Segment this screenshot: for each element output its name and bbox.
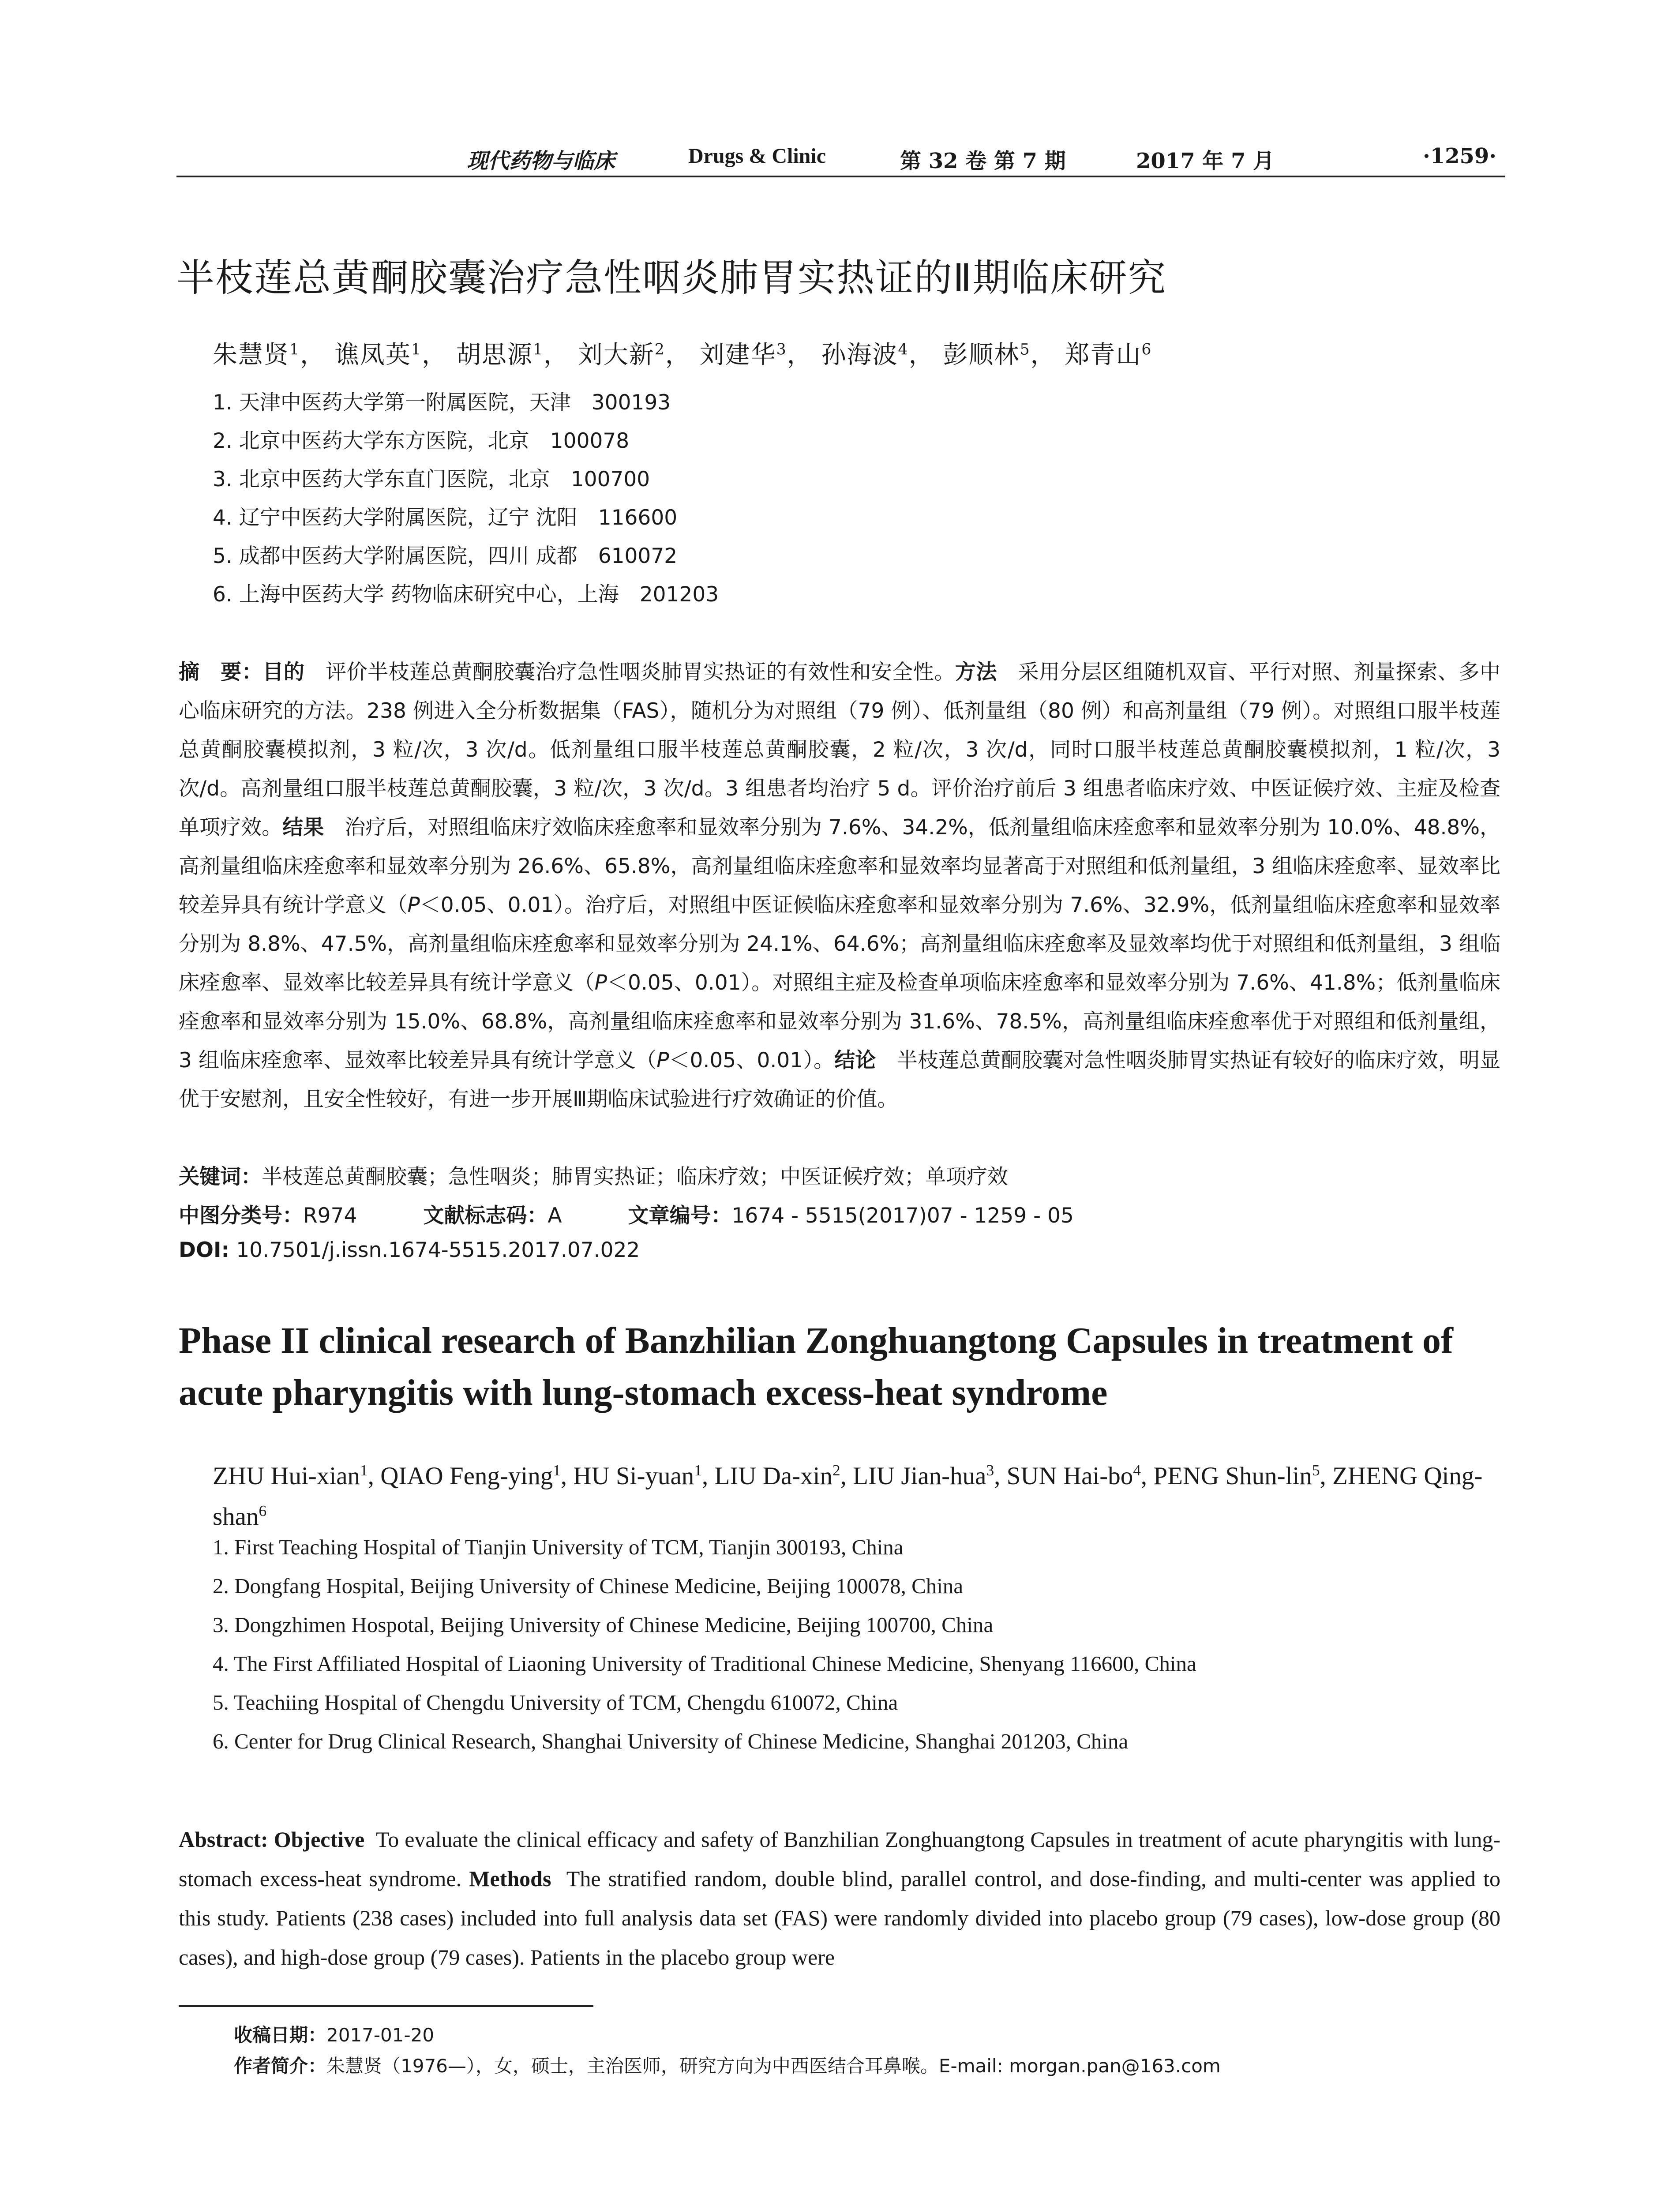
author-name: 刘建华 xyxy=(699,341,776,369)
author-affiliation-mark: 2 xyxy=(832,1462,840,1479)
author-list-en xyxy=(213,1456,1505,1537)
journal-name-cn: 现代药物与临床 xyxy=(467,149,615,173)
author-bio-label: 作者简介： xyxy=(234,2055,327,2077)
author-name: SUN Hai-bo xyxy=(1006,1462,1133,1490)
author-name: 刘大新 xyxy=(578,341,655,369)
author-bio-note xyxy=(234,2052,1221,2078)
results-text: ＜0.05、0.01）。对照组主症及检查单项临床痊愈率和显效率分别为 7.6%、41.8%；低剂量临床痊愈率和显效率分别为 15.0%、68.8%，高剂量组临床痊愈率和显效率分别为 31.6%、78.5%，高剂量组临床痊愈率优于对照组和低剂量组，3 组临床痊愈率、显效率比较差异具有统计学意义（ xyxy=(179,971,1501,1073)
keywords-cn xyxy=(179,1160,1008,1190)
author-name: PENG Shun-lin xyxy=(1153,1462,1312,1490)
doi-label: DOI: xyxy=(179,1238,230,1262)
clc-label: 中图分类号： xyxy=(179,1204,303,1228)
affiliation-en-1: 1. First Teaching Hospital of Tianjin University of TCM, Tianjin 300193, China xyxy=(213,1535,904,1559)
author-name: 彭顺林 xyxy=(943,341,1020,369)
methods-text: 采用分层区组随机双盲、平行对照、剂量探索、多中心临床研究的方法。238 例进入全分析数据集（FAS），随机分为对照组（79 例）、低剂量组（80 例）和高剂量组（79 例）。对照组口服半枝莲总黄酮胶囊模拟剂，3 粒/次，3 次/d。低剂量组口服半枝莲总黄酮胶囊，2 粒/次，3 次/d，同时口服半枝莲总黄酮胶囊模拟剂，1 粒/次，3 次/d。高剂量组口服半枝莲总黄酮胶囊，3 粒/次，3 次/d。3 组患者均治疗 5 d。评价治疗前后 3 组患者临床疗效、中医证候疗效、主症及检查单项疗效。 xyxy=(179,660,1501,840)
received-label: 收稿日期： xyxy=(234,2024,327,2046)
author-affiliation-mark: 1 xyxy=(360,1462,368,1479)
classification-line xyxy=(179,1199,1074,1229)
author-separator: , xyxy=(840,1462,853,1490)
author-separator: , xyxy=(368,1462,381,1490)
methods-label-en: Methods xyxy=(469,1866,551,1891)
results-text: ＜0.05、0.01）。治疗后，对照组中医证候临床痊愈率和显效率分别为 7.6%、32.9%，低剂量组临床痊愈率和显效率分别为 8.8%、47.5%，高剂量组临床痊愈率和显效率分别为 24.1%、64.6%；高剂量组临床痊愈率及显效率均优于对照组和低剂量组，3 组临床痊愈率、显效率比较差异具有统计学意义（ xyxy=(179,893,1501,995)
results-label: 结果 xyxy=(282,815,324,840)
page-number: ·1259· xyxy=(1422,144,1496,169)
journal-name-en: Drugs & Clinic xyxy=(688,144,826,168)
volume-issue: 第 32 卷 第 7 期 xyxy=(900,149,1066,173)
author-list-cn: 朱慧贤$^1$， 谯凤英$^1$， 胡思源$^1$， 刘大新$^2$， 刘建华$^3$， 孙海波$^4$， 彭顺林$^5$， 郑青山$^6$ xyxy=(213,341,1152,369)
doi-value: 10.7501/j.issn.1674-5515.2017.07.022 xyxy=(236,1238,640,1262)
p-value-symbol: P xyxy=(407,893,420,917)
affiliation-cn-3: 3. 北京中医药大学东直门医院，北京 100700 xyxy=(213,467,650,491)
affiliation-en-3: 3. Dongzhimen Hospotal, Beijing University of Chinese Medicine, Beijing 100700, China xyxy=(213,1613,994,1637)
abstract-cn xyxy=(179,653,1500,1119)
author-name: 朱慧贤 xyxy=(213,341,289,369)
abstract-label: 摘 要： xyxy=(179,660,263,684)
results-text: ＜0.05、0.01）。 xyxy=(669,1048,835,1073)
clc-value: R974 xyxy=(303,1204,357,1228)
p-value-symbol: P xyxy=(656,1048,669,1073)
doi-line xyxy=(179,1238,640,1262)
author-affiliation-mark: 6 xyxy=(259,1502,267,1519)
doc-code-value: A xyxy=(548,1204,562,1228)
author-affiliation-mark: 3 xyxy=(776,341,787,359)
article-number-value: 1674 - 5515(2017)07 - 1259 - 05 xyxy=(731,1204,1074,1228)
author-affiliation-mark: 1 xyxy=(289,341,300,359)
author-separator: , xyxy=(1320,1462,1332,1490)
received-date: 2017-01-20 xyxy=(326,2024,435,2046)
author-affiliation-mark: 6 xyxy=(1141,341,1152,359)
issue-date: 2017 年 7 月 xyxy=(1136,149,1275,173)
article-number-label: 文章编号： xyxy=(628,1204,732,1228)
received-date-note xyxy=(234,2021,434,2047)
author-affiliation-mark: 5 xyxy=(1312,1462,1320,1479)
author-affiliation-mark: 1 xyxy=(411,341,422,359)
affiliation-en-6: 6. Center for Drug Clinical Research, Shanghai University of Chinese Medicine, Shanghai 201203, China xyxy=(213,1729,1129,1753)
affiliation-en-4: 4. The First Affiliated Hospital of Liaoning University of Traditional Chinese Medicine, Shenyang 116600, China xyxy=(213,1651,1196,1676)
affiliation-cn-6: 6. 上海中医药大学 药物临床研究中心，上海 201203 xyxy=(213,582,719,607)
methods-label: 方法 xyxy=(955,660,998,684)
author-name: 郑青山 xyxy=(1065,341,1142,369)
affiliation-cn-5: 5. 成都中医药大学附属医院，四川 成都 610072 xyxy=(213,544,678,568)
p-value-symbol: P xyxy=(594,971,607,995)
objective-text-en: To evaluate the clinical efficacy and safety of Banzhilian Zonghuangtong Capsules in treatment of acute pharyngitis with lung-stomach excess-heat syndrome. xyxy=(179,1827,1501,1891)
affiliation-cn-2: 2. 北京中医药大学东方医院，北京 100078 xyxy=(213,429,630,453)
author-affiliation-mark: 5 xyxy=(1020,341,1031,359)
author-separator: , xyxy=(994,1462,1007,1490)
author-name: HU Si-yuan xyxy=(573,1462,694,1490)
author-affiliation-mark: 4 xyxy=(898,341,909,359)
article-title-en: Phase II clinical research of Banzhilian Zonghuangtong Capsules in treatment of acute pharyngitis with lung-stomach excess-heat syndrome xyxy=(179,1320,1453,1413)
author-name: 孙海波 xyxy=(821,341,898,369)
running-header xyxy=(176,140,1505,177)
objective-label-en: Objective xyxy=(274,1827,365,1852)
author-affiliation-mark: 1 xyxy=(532,341,544,359)
affiliation-cn-4: 4. 辽宁中医药大学附属医院，辽宁 沈阳 116600 xyxy=(213,506,678,530)
author-separator: , xyxy=(701,1462,715,1490)
author-name: ZHU Hui-xian xyxy=(213,1462,360,1490)
objective-text: 评价半枝莲总黄酮胶囊治疗急性咽炎肺胃实热证的有效性和安全性。 xyxy=(325,660,955,684)
abstract-label-en: Abstract: xyxy=(179,1827,268,1852)
author-name: LIU Jian-hua xyxy=(853,1462,986,1490)
author-separator: , xyxy=(1140,1462,1154,1490)
author-name: QIAO Feng-ying xyxy=(380,1462,553,1490)
conclusion-text: 半枝莲总黄酮胶囊对急性咽炎肺胃实热证有较好的临床疗效，明显优于安慰剂，且安全性较好，有进一步开展Ⅲ期临床试验进行疗效确证的价值。 xyxy=(179,1048,1501,1111)
keywords-label: 关键词： xyxy=(179,1165,262,1189)
author-affiliation-mark: 4 xyxy=(1133,1462,1141,1479)
doc-code-label: 文献标志码： xyxy=(423,1204,548,1228)
affiliation-en-2: 2. Dongfang Hospital, Beijing University of Chinese Medicine, Beijing 100078, China xyxy=(213,1574,964,1598)
results-text: 治疗后，对照组临床疗效临床痊愈率和显效率分别为 7.6%、34.2%，低剂量组临床痊愈率和显效率分别为 10.0%、48.8%，高剂量组临床痊愈率和显效率分别为 26.6%、65.8%，高剂量组临床痊愈率和显效率均显著高于对照组和低剂量组，3 组临床痊愈率、显效率比较差异具有统计学意义（ xyxy=(179,815,1501,917)
author-separator: , xyxy=(560,1462,574,1490)
affiliation-cn-1: 1. 天津中医药大学第一附属医院，天津 300193 xyxy=(213,390,671,415)
conclusion-label: 结论 xyxy=(834,1048,876,1073)
author-affiliation-mark: 2 xyxy=(654,341,665,359)
objective-label: 目的 xyxy=(262,660,305,684)
keywords-text: 半枝莲总黄酮胶囊；急性咽炎；肺胃实热证；临床疗效；中医证候疗效；单项疗效 xyxy=(262,1165,1008,1189)
author-affiliation-mark: 1 xyxy=(553,1462,561,1479)
abstract-en xyxy=(179,1820,1500,1977)
author-name: ZHENG Qing-shan xyxy=(213,1462,1483,1531)
author-affiliation-mark: 3 xyxy=(986,1462,994,1479)
author-bio-text: 朱慧贤（1976—），女，硕士，主治医师，研究方向为中西医结合耳鼻喉。E-mail: morgan.pan@163.com xyxy=(326,2055,1221,2077)
author-name: 谯凤英 xyxy=(334,341,411,369)
footnote-divider xyxy=(179,2005,593,2007)
author-name: LIU Da-xin xyxy=(714,1462,832,1490)
author-affiliation-mark: 1 xyxy=(694,1462,702,1479)
author-name: 胡思源 xyxy=(456,341,533,369)
affiliation-en-5: 5. Teachiing Hospital of Chengdu University of TCM, Chengdu 610072, China xyxy=(213,1690,898,1715)
article-title-cn: 半枝莲总黄酮胶囊治疗急性咽炎肺胃实热证的Ⅱ期临床研究 xyxy=(176,256,1167,300)
methods-text-en: The stratified random, double blind, parallel control, and dose-finding, and multi-center was applied to this study. Patients (238 cases) included into full analysis data set (FAS) were randomly divided into placebo group (79 cases), low-dose group (80 cases), and high-dose group (79 cases). Patients in the placebo group were xyxy=(179,1866,1500,1970)
